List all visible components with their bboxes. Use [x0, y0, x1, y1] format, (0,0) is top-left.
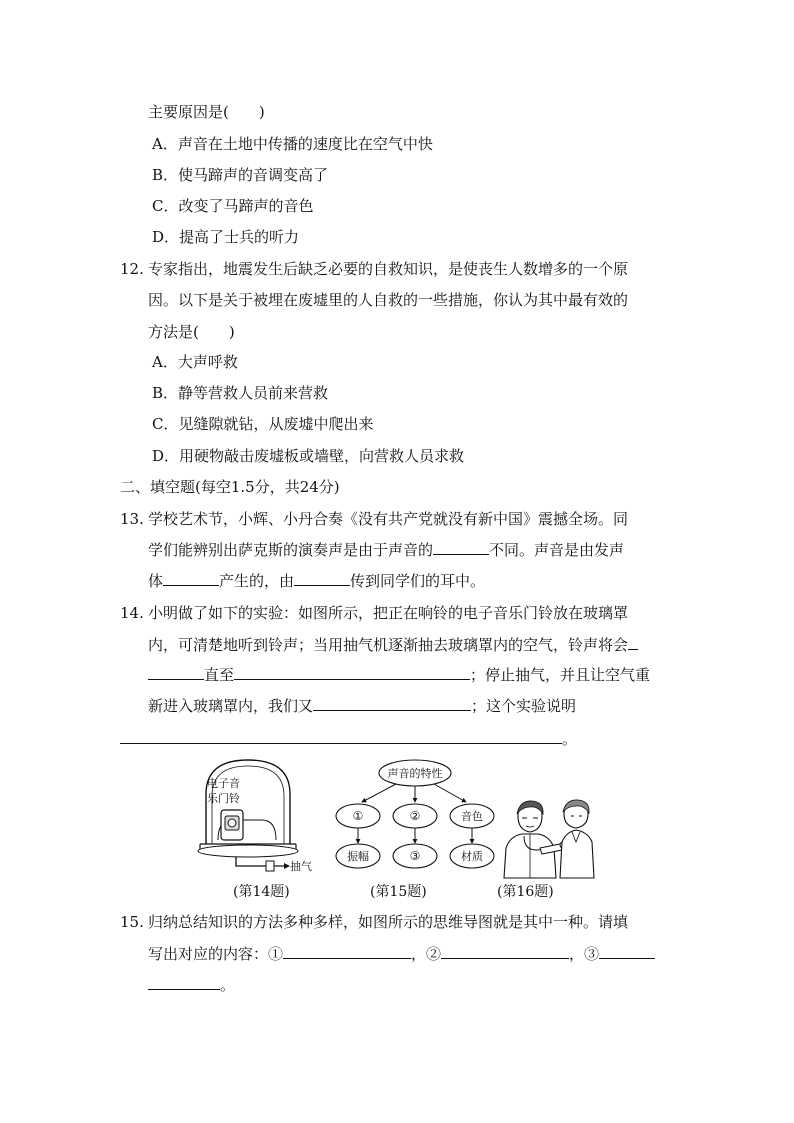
answer-blank[interactable] [120, 729, 562, 744]
q15-text: 。 [220, 976, 236, 994]
q15-line3 [148, 975, 235, 995]
node-label: ③ [409, 849, 421, 863]
q15-line2 [148, 944, 655, 964]
q15-line1: 归纳总结知识的方法多种多样，如图所示的思维导图就是其中一种。请填 [148, 913, 629, 931]
q14-text: ；这个实验说明 [471, 697, 577, 715]
q14-line4 [148, 696, 576, 716]
q15-text: ，③ [569, 945, 600, 963]
q14-line5 [120, 729, 577, 749]
q11-option-b: B．使马蹄声的音调变高了 [152, 166, 329, 184]
answer-blank[interactable] [148, 975, 220, 990]
figure-15-caption: (第15题) [370, 884, 427, 900]
node-label: 声音的特性 [387, 767, 443, 780]
q13-number: 13. [120, 510, 144, 528]
node-label: ② [409, 809, 421, 823]
q12-option-c: C．见缝隙就钻，从废墟中爬出来 [152, 415, 374, 433]
q13-line3 [148, 571, 485, 591]
q14-line3 [148, 665, 650, 685]
q12-stem-line1: 专家指出，地震发生后缺乏必要的自救知识，是使丧生人数增多的一个原 [148, 260, 629, 278]
q12-stem-line3: 方法是( ) [148, 323, 235, 341]
pump-label: 抽气 [290, 860, 312, 873]
q11-stem-tail: 主要原因是( ) [148, 103, 265, 121]
q14-number: 14. [120, 604, 144, 622]
answer-blank[interactable] [441, 944, 569, 959]
q13-text: 产生的，由 [219, 572, 295, 590]
answer-blank[interactable] [294, 571, 350, 586]
q15-number: 15. [120, 913, 144, 931]
answer-blank[interactable] [283, 944, 411, 959]
node-label: 振幅 [347, 850, 369, 863]
q12-number: 12. [120, 260, 144, 278]
q13-text: 传到同学们的耳中。 [350, 572, 486, 590]
node-label: 材质 [461, 850, 483, 863]
answer-blank[interactable] [599, 944, 655, 959]
answer-blank[interactable] [313, 696, 471, 711]
q14-text: 。 [562, 730, 578, 748]
q14-line2 [148, 635, 638, 655]
q13-text: 学们能辨别出萨克斯的演奏声是由于声音的 [148, 541, 434, 559]
answer-blank[interactable] [628, 635, 638, 650]
q13-text: 不同。声音是由发声 [489, 541, 625, 559]
answer-blank[interactable] [433, 540, 489, 555]
answer-blank[interactable] [234, 665, 470, 680]
node-label: 音色 [461, 810, 483, 823]
q11-option-d: D．提高了士兵的听力 [152, 228, 300, 246]
bell-jar-figure [196, 758, 314, 880]
answer-blank[interactable] [163, 571, 219, 586]
figure-16-caption: (第16题) [497, 884, 554, 900]
q15-text: ，② [411, 945, 442, 963]
figure-14-caption: (第14题) [233, 884, 290, 900]
answer-blank[interactable] [148, 665, 204, 680]
q12-option-b: B．静等营救人员前来营救 [152, 384, 329, 402]
q15-text: 写出对应的内容：① [148, 945, 284, 963]
section-title: 二、填空题(每空1.5分，共24分) [120, 478, 340, 496]
node-label: ① [352, 809, 364, 823]
bell-label-line1: 电子音 [207, 777, 240, 790]
q12-option-a: A．大声呼救 [152, 353, 238, 371]
mind-map-figure [332, 758, 496, 880]
q12-option-d: D．用硬物敲击废墟板或墙壁，向营救人员求救 [152, 447, 465, 465]
q14-text: 新进入玻璃罩内，我们又 [148, 697, 314, 715]
q13-line2 [148, 540, 624, 560]
q13-text: 体 [148, 572, 164, 590]
q12-stem-line2: 因。以下是关于被埋在废墟里的人自救的一些措施，你认为其中最有效的 [148, 291, 629, 309]
q11-option-a: A．声音在土地中传播的速度比在空气中快 [152, 135, 433, 153]
bell-label-line2: 乐门铃 [207, 792, 240, 805]
q14-text: ；停止抽气，并且让空气重 [470, 666, 651, 684]
q14-line1: 小明做了如下的实验：如图所示，把正在响铃的电子音乐门铃放在玻璃罩 [148, 604, 629, 622]
q13-line1: 学校艺术节，小辉、小丹合奏《没有共产党就没有新中国》震撼全场。同 [148, 510, 629, 528]
q14-text: 直至 [204, 666, 235, 684]
q11-option-c: C．改变了马蹄声的音色 [152, 197, 314, 215]
doctor-stethoscope-figure [500, 796, 596, 880]
q14-text: 内，可清楚地听到铃声；当用抽气机逐渐抽去玻璃罩内的空气，铃声将会 [148, 636, 629, 654]
